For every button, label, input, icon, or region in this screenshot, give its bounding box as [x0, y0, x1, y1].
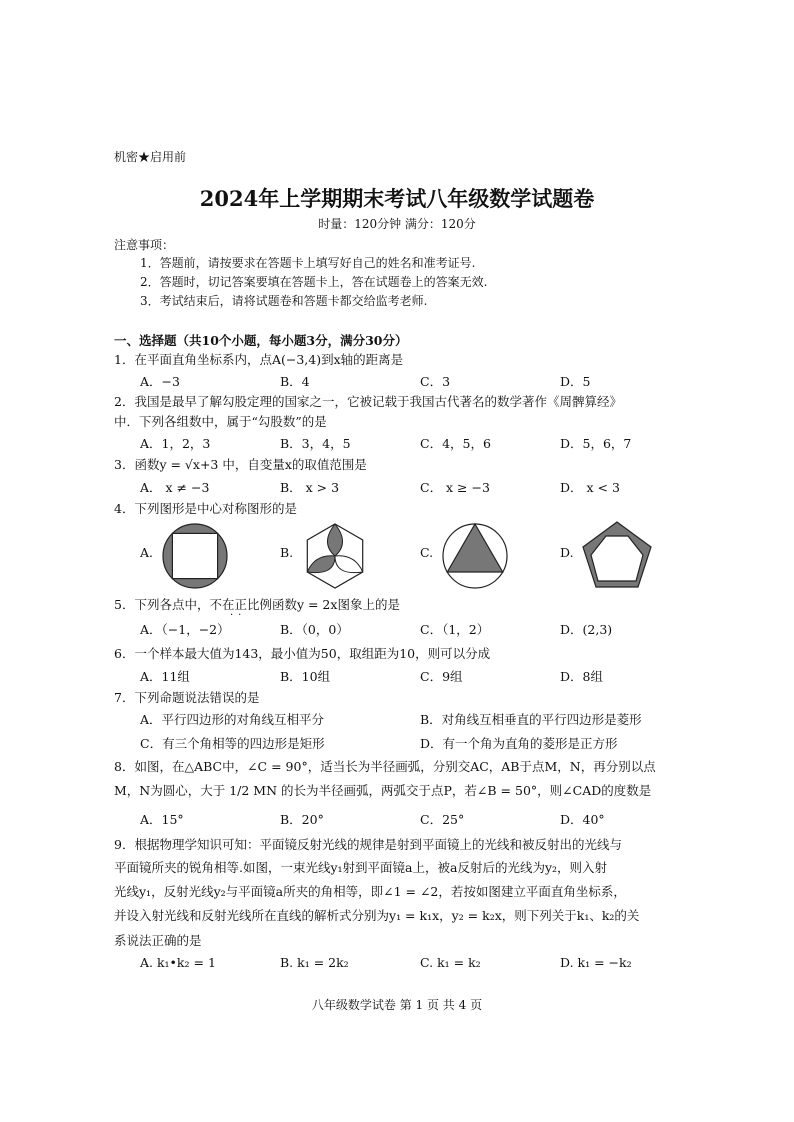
page-footer: 八年级数学试卷 第 1 页 共 4 页 — [311, 998, 483, 1012]
option-c: C．25° — [420, 812, 465, 827]
circle-inscribed-square-figure — [160, 521, 230, 591]
notice-item: 1．答题前，请按要求在答题卡上填写好自己的姓名和准考证号. — [140, 256, 476, 270]
option-d: D． x < 3 — [560, 480, 620, 495]
option-d: D. — [560, 545, 574, 560]
option-a: A．15° — [140, 812, 184, 827]
question-stem: 4．下列图形是中心对称图形的是 — [114, 501, 297, 516]
option-b: B． x > 3 — [280, 480, 340, 495]
option-b: B．3，4，5 — [280, 436, 351, 451]
time-info: 时量：120分钟 满分：120分 — [318, 217, 476, 231]
notice-heading: 注意事项： — [114, 238, 175, 252]
option-c: C． x ≥ −3 — [420, 480, 490, 495]
question-stem: 7．下列命题说法错误的是 — [114, 690, 260, 705]
option-b: B．20° — [280, 812, 324, 827]
option-c: C．有三个角相等的四边形是矩形 — [140, 736, 325, 751]
question-stem: 9．根据物理学知识可知：平面镜反射光线的规律是射到平面镜上的光线和被反射出的光线与 — [114, 837, 622, 852]
option-c: C．4，5，6 — [420, 436, 491, 451]
option-c: C. k₁ = k₂ — [420, 955, 481, 970]
notice-item: 3．考试结束后，请将试题卷和答题卡都交给监考老师. — [140, 294, 428, 308]
option-c: C. — [420, 545, 434, 560]
option-b: B. — [280, 545, 294, 560]
circle-inscribed-triangle-figure — [440, 521, 510, 591]
option-d: D．5，6，7 — [560, 436, 632, 451]
question-stem-cont: 光线y₁，反射光线y₂与平面镜a所夹的角相等，即∠1 = ∠2，若按如图建立平面直角坐标系， — [114, 884, 626, 899]
option-a: A. k₁•k₂ = 1 — [140, 955, 216, 970]
option-a: A．（−1，−2） — [140, 622, 230, 637]
option-d: D．8组 — [560, 669, 603, 684]
question-stem-cont: 平面镜所夹的锐角相等.如图，一束光线y₁射到平面镜a上，被a反射后的光线为y₂，则入射 — [114, 860, 608, 875]
option-b: B．（0，0） — [280, 622, 349, 637]
question-stem: 1．在平面直角坐标系内，点A(−3,4)到x轴的距离是 — [114, 352, 404, 367]
option-b: B．对角线互相垂直的平行四边形是菱形 — [420, 712, 642, 727]
notice-item: 2．答题时，切记答案要填在答题卡上，答在试题卷上的答案无效. — [140, 275, 488, 289]
option-d: D. k₁ = −k₂ — [560, 955, 632, 970]
option-d: D．(2,3) — [560, 622, 613, 637]
confidential-label: 机密★启用前 — [114, 150, 187, 164]
option-a: A．平行四边形的对角线互相平分 — [140, 712, 325, 727]
question-stem: 5．下列各点中，不在正比例函数y = 2x图象上的是 — [114, 597, 400, 612]
option-c: C．（1，2） — [420, 622, 490, 637]
question-stem: 3．函数y = √x+3 中，自变量x的取值范围是 — [114, 457, 367, 472]
option-a: A．1，2，3 — [140, 436, 211, 451]
pentagon-figure — [580, 519, 654, 591]
option-d: D．有一个角为直角的菱形是正方形 — [420, 736, 618, 751]
section-heading: 一、选择题（共10个小题，每小题3分，满分30分） — [114, 333, 408, 348]
option-b: B．10组 — [280, 669, 331, 684]
option-b: B. k₁ = 2k₂ — [280, 955, 349, 970]
option-b: B．4 — [280, 374, 310, 389]
option-d: D．5 — [560, 374, 591, 389]
option-a: A. — [140, 545, 154, 560]
question-stem-cont: M，N为圆心，大于 1/2 MN 的长为半径画弧，两弧交于点P，若∠B = 50°，则∠CAD的度数是 — [114, 783, 652, 798]
question-stem: 8．如图，在△ABC中，∠C = 90°，适当长为半径画弧，分别交AC，AB于点M，N，再分别以点 — [114, 759, 656, 774]
question-stem: 6．一个样本最大值为143，最小值为50，取组距为10，则可以分成 — [114, 646, 491, 661]
emphasis-dots: ·· — [230, 610, 247, 621]
option-c: C．9组 — [420, 669, 463, 684]
question-stem: 2．我国是最早了解勾股定理的国家之一，它被记载于我国古代著名的数学著作《周髀算经》 — [114, 394, 622, 409]
option-d: D．40° — [560, 812, 605, 827]
option-a: A．−3 — [140, 374, 180, 389]
option-a: A． x ≠ −3 — [140, 480, 210, 495]
question-stem-cont: 中．下列各组数中，属于“勾股数”的是 — [114, 414, 327, 429]
option-a: A．11组 — [140, 669, 190, 684]
option-c: C．3 — [420, 374, 451, 389]
hexagon-petals-figure — [300, 521, 370, 591]
question-stem-cont: 系说法正确的是 — [114, 933, 202, 948]
page-title: 2024年上学期期末考试八年级数学试题卷 — [199, 186, 595, 211]
question-stem-cont: 并设入射光线和反射光线所在直线的解析式分别为y₁ = k₁x，y₂ = k₂x，则下列关于k₁、k₂的关 — [114, 908, 640, 923]
